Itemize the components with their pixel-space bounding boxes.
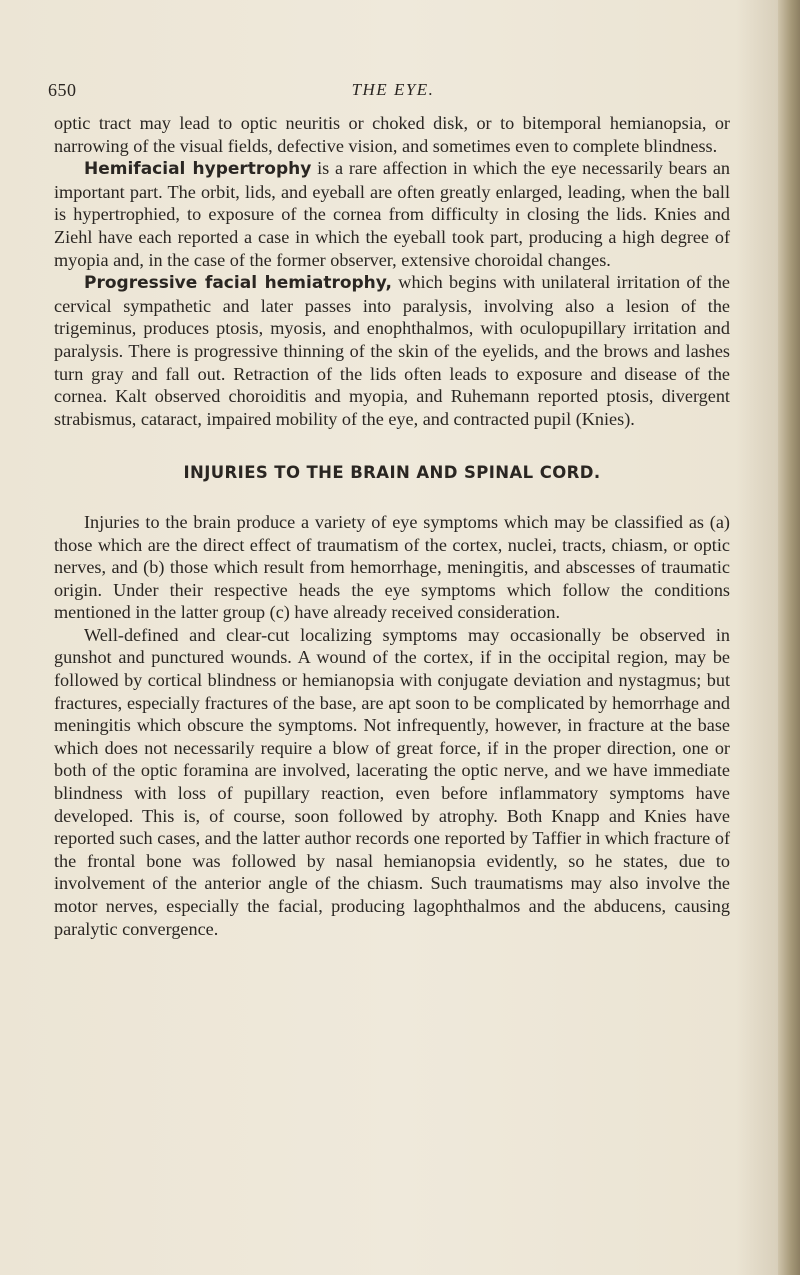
paragraph [54, 271, 730, 430]
paragraph [54, 112, 730, 157]
paragraph [54, 157, 730, 271]
paragraph-text: Injuries to the brain produce a variety of eye symptoms which may be classified as (a) those which are the direct effect of traumatism of the cortex, nuclei, tracts, chiasm, or optic nerves, and (b) those which result from hemorrhage, meningitis, and abscesses of traumatic origin. Under their respective heads the eye symptoms which follow the conditions mentioned in the latter group (c) have already received consideration. [54, 511, 730, 623]
page-number: 650 [48, 80, 77, 100]
body-text [54, 112, 730, 940]
paragraph-text: Well-defined and clear-cut localizing symptoms may occasionally be observed in gunshot and punctured wounds. A wound of the cortex, if in the occipital region, may be followed by cortical blindness or hemianopsia with conjugate deviation and nystagmus; but fractures, especially fractures of the base, are apt soon to be complicated by hemorrhage and meningitis which obscure the symptoms. Not infrequently, however, in fracture at the base which does not necessarily require a blow of great force, if in the proper direction, one or both of the optic foramina are involved, lacerating the optic nerve, and we have immediate blindness with loss of pupillary reaction, even before inflammatory symptoms have developed. This is, of course, soon followed by atrophy. Both Knapp and Knies have reported such cases, and the latter author records one reported by Taffier in which fracture of the frontal bone was followed by nasal hemianopsia evidently, so he states, due to involvement of the anterior angle of the chiasm. Such traumatisms may also involve the motor nerves, especially the facial, producing lagophthalmos and the abducens, causing paralytic convergence. [54, 624, 730, 939]
running-head [48, 80, 738, 102]
paragraph-text: is a rare affection in which the eye necessarily bears an important part. The orbit, lids, and eyeball are often greatly enlarged, leading, when the ball is hypertrophied, to exposure of the cornea from difficulty in closing the lids. Knies and Ziehl have each reported a case in which the eyeball took part, producing a high degree of myopia and, in the case of the former observer, extensive choroidal changes. [54, 158, 730, 270]
bold-term: Hemifacial hypertrophy [84, 159, 312, 180]
paragraph-text: which begins with unilateral irritation of the cervical sympathetic and later passes into paralysis, involving also a lesion of the trigeminus, produces ptosis, myosis, and enophthalmos, with oculopupillary irritation and paralysis. There is progressive thinning of the skin of the eyelids, and the brows and lashes turn gray and fall out. Retraction of the lids often leads to exposure and disease of the cornea. Kalt observed choroiditis and myopia, and Ruhemann reported ptosis, divergent strabismus, cataract, impaired mobility of the eye, and contracted pupil (Knies). [54, 272, 731, 429]
page-edge [778, 0, 800, 1275]
running-title: THE EYE. [351, 80, 435, 99]
paragraph [54, 624, 730, 940]
paragraph [54, 511, 730, 624]
bold-term: Progressive facial hemiatrophy, [84, 273, 393, 294]
paragraph-text: optic tract may lead to optic neuritis or choked disk, or to bitemporal hemianopsia, or narrowing of the visual fields, defective vision, and sometimes even to complete blindness. [54, 113, 730, 156]
section-heading: INJURIES TO THE BRAIN AND SPINAL CORD. [183, 463, 601, 483]
